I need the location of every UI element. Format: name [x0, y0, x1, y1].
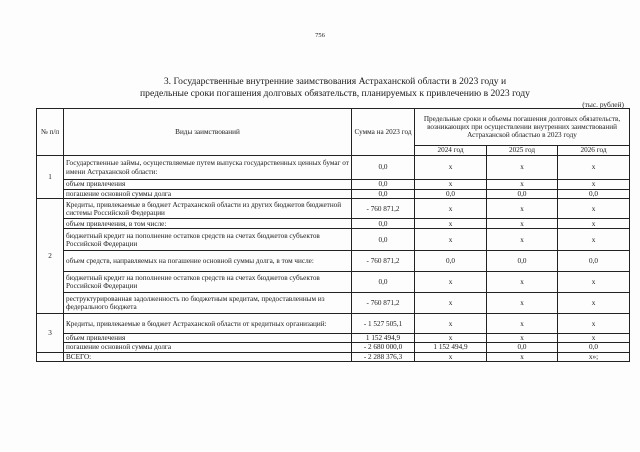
- row-2026: 0,0: [558, 190, 630, 199]
- row-sum: - 760 871,2: [352, 251, 415, 272]
- row-description: реструктурированная задолженность по бюджетным кредитам, предоставленным из федерального бюджета: [64, 293, 352, 314]
- row-2024: x: [415, 219, 487, 229]
- row-2024: x: [415, 180, 487, 190]
- row-2025: x: [487, 219, 558, 229]
- row-2025: 0,0: [487, 343, 558, 352]
- row-sum: - 760 871,2: [352, 293, 415, 314]
- header-year-2025: 2025 год: [487, 146, 558, 156]
- row-2025: x: [487, 180, 558, 190]
- row-2024: 0,0: [415, 190, 487, 199]
- table-row: [37, 314, 630, 334]
- row-sum: 0,0: [352, 229, 415, 251]
- row-number: 2: [37, 199, 64, 314]
- table-row: [37, 156, 630, 180]
- row-description: объем привлечения, в том числе:: [64, 219, 352, 229]
- row-2024: x: [415, 352, 487, 361]
- row-2026: x: [558, 272, 630, 293]
- row-description: бюджетный кредит на пополнение остатков средств на счетах бюджетов субъектов Российской Федерации: [64, 229, 352, 251]
- row-2026: 0,0: [558, 251, 630, 272]
- row-sum: - 1 527 505,1: [352, 314, 415, 334]
- row-number: 1: [37, 156, 64, 199]
- heading-line-2: предельные сроки погашения долговых обязательств, планируемых к привлечению в 2023 году: [140, 87, 530, 99]
- row-description: Кредиты, привлекаемые в бюджет Астраханской области из других бюджетов бюджетной системы Российской Федерации: [64, 199, 352, 219]
- table-row: [37, 293, 630, 314]
- header-limits: Предельные сроки и объемы погашения долговых обязательств, возникающих при осуществлении внутренних заимствований Астраханской областью в 2023 году: [415, 109, 630, 146]
- row-description: Государственные займы, осуществляемые путем выпуска государственных ценных бумаг от имени Астраханской области:: [64, 156, 352, 180]
- row-sum: 0,0: [352, 156, 415, 180]
- row-2024: 0,0: [415, 251, 487, 272]
- table-row: [37, 199, 630, 219]
- heading: [30, 76, 640, 99]
- table-row: [37, 251, 630, 272]
- page-number: 756: [315, 32, 325, 39]
- row-sum: 0,0: [352, 219, 415, 229]
- row-description: объем привлечения: [64, 334, 352, 343]
- row-2025: x: [487, 199, 558, 219]
- row-2024: x: [415, 334, 487, 343]
- row-2025: x: [487, 314, 558, 334]
- row-sum: - 2 680 000,0: [352, 343, 415, 352]
- row-sum: - 760 871,2: [352, 199, 415, 219]
- row-2025: 0,0: [487, 190, 558, 199]
- table-row: [37, 180, 630, 190]
- header-year-2026: 2026 год: [558, 146, 630, 156]
- header-num: № п/п: [37, 109, 64, 156]
- table-header-row: [37, 109, 630, 146]
- table-row: [37, 272, 630, 293]
- table-row: [37, 334, 630, 343]
- row-description: бюджетный кредит на пополнение остатков средств на счетах бюджетов субъектов Российской Федерации: [64, 272, 352, 293]
- row-2025: x: [487, 293, 558, 314]
- table-row: [37, 229, 630, 251]
- row-description: погашение основной суммы долга: [64, 343, 352, 352]
- row-2025: x: [487, 334, 558, 343]
- row-2024: x: [415, 229, 487, 251]
- row-2026: x: [558, 180, 630, 190]
- row-2024: x: [415, 199, 487, 219]
- row-2024: x: [415, 293, 487, 314]
- row-2026: x: [558, 293, 630, 314]
- row-2026: x: [558, 314, 630, 334]
- row-2025: x: [487, 272, 558, 293]
- row-sum: 0,0: [352, 190, 415, 199]
- row-sum: - 2 288 376,3: [352, 352, 415, 361]
- row-description: объем средств, направляемых на погашение основной суммы долга, в том числе:: [64, 251, 352, 272]
- header-kind: Виды заимствований: [64, 109, 352, 156]
- row-2025: x: [487, 229, 558, 251]
- row-2026: x: [558, 219, 630, 229]
- row-2025: x: [487, 352, 558, 361]
- row-sum: 0,0: [352, 180, 415, 190]
- row-2024: x: [415, 314, 487, 334]
- table-row: [37, 190, 630, 199]
- header-year-2024: 2024 год: [415, 146, 487, 156]
- row-2026: x: [558, 156, 630, 180]
- table-total-row: [37, 352, 630, 361]
- row-description: Кредиты, привлекаемые в бюджет Астраханской области от кредитных организаций:: [64, 314, 352, 334]
- row-2026: x»;: [558, 352, 630, 361]
- row-description: погашение основной суммы долга: [64, 190, 352, 199]
- table-row: [37, 343, 630, 352]
- row-2025: x: [487, 156, 558, 180]
- row-description: ВСЕГО:: [64, 352, 352, 361]
- row-sum: 1 152 494,9: [352, 334, 415, 343]
- row-sum: 0,0: [352, 272, 415, 293]
- row-number: [37, 352, 64, 361]
- row-2026: x: [558, 229, 630, 251]
- row-number: 3: [37, 314, 64, 352]
- row-2026: x: [558, 199, 630, 219]
- header-sum: Сумма на 2023 год: [352, 109, 415, 156]
- row-2024: x: [415, 156, 487, 180]
- borrowings-table: [36, 108, 630, 362]
- row-2025: 0,0: [487, 251, 558, 272]
- units-label: (тыс. рублей): [582, 100, 624, 109]
- row-2026: x: [558, 334, 630, 343]
- table-row: [37, 219, 630, 229]
- row-2024: 1 152 494,9: [415, 343, 487, 352]
- row-2026: 0,0: [558, 343, 630, 352]
- row-2024: x: [415, 272, 487, 293]
- heading-line-1: 3. Государственные внутренние заимствования Астраханской области в 2023 году и: [163, 76, 507, 87]
- row-description: объем привлечения: [64, 180, 352, 190]
